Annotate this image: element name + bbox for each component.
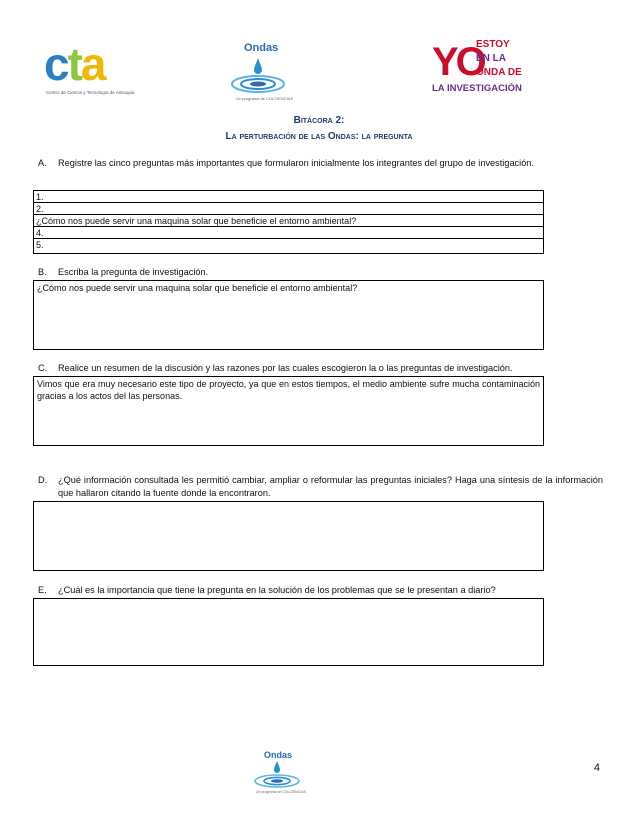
section-b-answer-box[interactable] <box>33 280 544 350</box>
cta-logo-subtitle: Centro de Ciencia y Tecnología de Antioquia <box>46 90 135 95</box>
section-a-answer-table <box>33 190 544 254</box>
water-drop-icon <box>230 56 286 96</box>
answer-row-5[interactable]: 5. <box>36 240 44 250</box>
answer-row-1[interactable]: 1. <box>34 191 543 203</box>
footer-ondas-word: Ondas <box>264 750 293 760</box>
page-subtitle: La perturbación de las Ondas: la pregunta <box>225 131 413 142</box>
section-b-answer: ¿Cómo nos puede servir una maquina solar que beneficie el entorno ambiental? <box>37 283 358 293</box>
ondas-logo-subtitle: Un programa de COLCIENCIAS <box>236 96 294 101</box>
footer-water-drop-icon <box>252 760 302 790</box>
ondas-logo-word: Ondas <box>244 42 279 54</box>
footer-ondas-subtitle: Un programa de COLCIENCIAS <box>256 790 306 794</box>
ondas-logo <box>222 42 294 104</box>
section-a-prompt: A. Registre las cinco preguntas más importantes que formularon inicialmente los integrantes del grupo de investigación. <box>38 158 534 168</box>
answer-row-2[interactable]: 2. <box>34 203 543 215</box>
section-d-prompt: D. ¿Qué información consultada les permitió cambiar, ampliar o reformular las preguntas iniciales? Haga una síntesis de la información que hallaron citando la fuente donde la encontraron. <box>38 475 603 498</box>
section-e-answer-box[interactable] <box>33 598 544 666</box>
section-e-answer <box>34 599 543 601</box>
section-b-prompt: B. Escriba la pregunta de investigación. <box>38 267 209 277</box>
section-d-answer <box>34 502 543 504</box>
page-title: Bitácora 2: <box>293 115 345 126</box>
section-c-answer-box[interactable] <box>33 376 544 446</box>
page-number: 4 <box>593 762 600 774</box>
yo-estoy-logo: YO ESTOY EN LA ONDA DE LA INVESTIGACIÓN <box>432 39 522 94</box>
section-e-prompt: E. ¿Cuál es la importancia que tiene la pregunta en la solución de los problemas que se le presentan a diario? <box>38 585 496 595</box>
section-d-answer-box[interactable] <box>33 501 544 571</box>
answer-row-3[interactable]: ¿Cómo nos puede servir una maquina solar que beneficie el entorno ambiental? <box>34 215 543 227</box>
cta-logo: cta Centro de Ciencia y Tecnología de Antioquia <box>44 40 140 102</box>
answer-row-4[interactable]: 4. <box>34 227 543 239</box>
section-c-answer: Vimos que era muy necesario este tipo de proyecto, ya que en estos tiempos, el medio ambiente sufre mucha contaminación gracias a los actos del las personas. <box>37 379 540 401</box>
footer-ondas-logo <box>250 750 310 798</box>
section-c-prompt: C. Realice un resumen de la discusión y las razones por las cuales escogieron la o las preguntas de investigación. <box>38 363 513 373</box>
